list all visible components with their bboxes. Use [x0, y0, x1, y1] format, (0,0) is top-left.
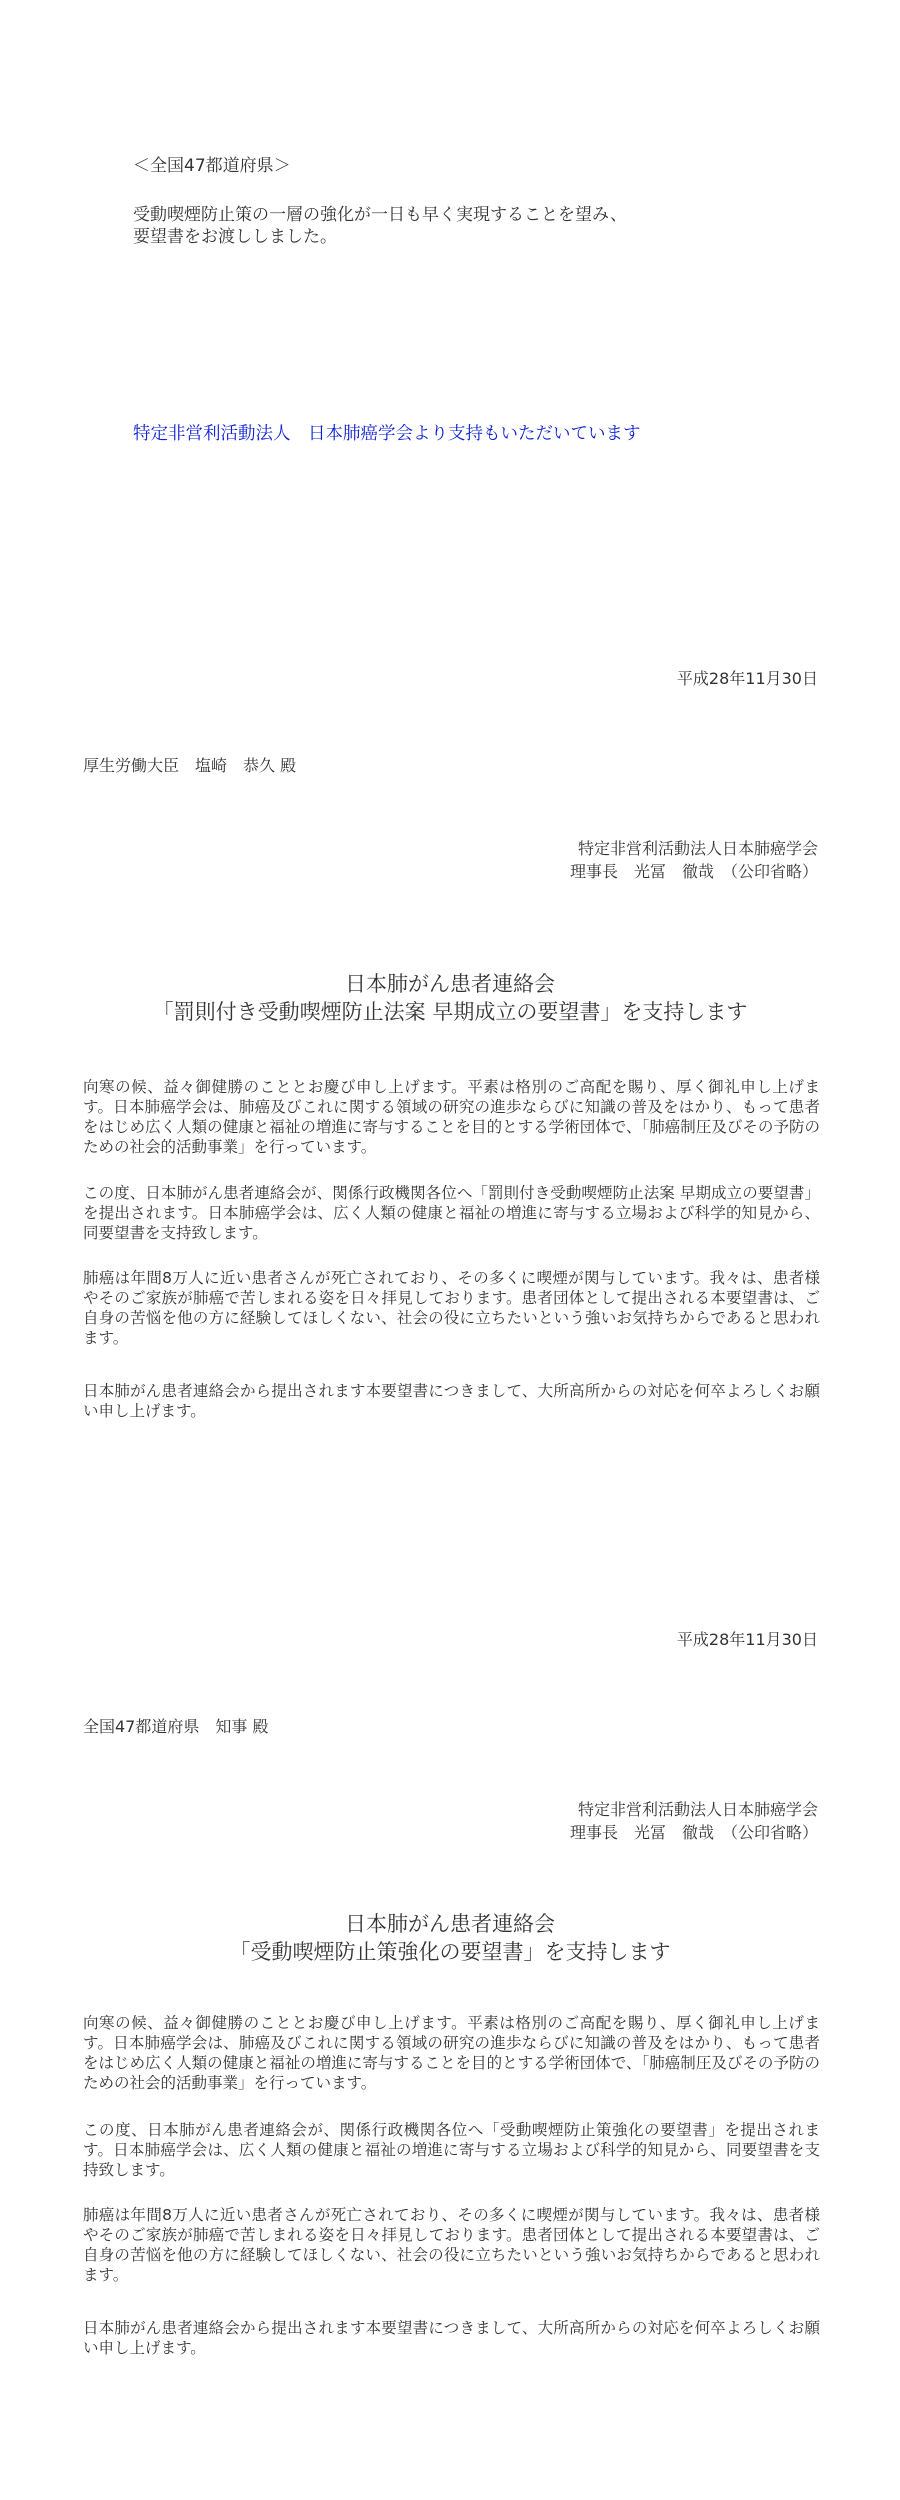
letter-date: 平成28年11月30日 [676, 669, 818, 688]
letter-addressee: 厚生労働大臣 塩崎 恭久 殿 [83, 756, 297, 775]
sender-name: 理事長 光冨 徹哉 （公印省略） [569, 862, 818, 881]
sender-name: 理事長 光冨 徹哉 （公印省略） [569, 1823, 818, 1842]
intro-line-1: 受動喫煙防止策の一層の強化が一日も早く実現することを望み、 [133, 205, 628, 225]
intro-line-2: 要望書をお渡ししました。 [133, 227, 337, 247]
letter-title-line-2: 「罰則付き受動喫煙防止法案 早期成立の要望書」を支持します [152, 1000, 748, 1024]
letter-paragraph: 日本肺がん患者連絡会から提出されます本要望書につきまして、大所高所からの対応を何卒よろしくお願い申し上げます。 [83, 2319, 820, 2357]
letter-title-line-2: 「受動喫煙防止策強化の要望書」を支持します [229, 1940, 671, 1964]
letter-paragraph: 向寒の候、益々御健勝のこととお慶び申し上げます。平素は格別のご高配を賜り、厚く御礼申し上げます。日本肺癌学会は、肺癌及びこれに関する領域の研究の進歩ならびに知識の普及をはかり、もって患者をはじめ広く人類の健康と福祉の増進に寄与することを目的とする学術団体で、「肺癌制圧及びその予防のための社会的活動事業」を行っています。 [83, 1078, 820, 1156]
letter-paragraph: 日本肺がん患者連絡会から提出されます本要望書につきまして、大所高所からの対応を何卒よろしくお願い申し上げます。 [83, 1382, 820, 1420]
letter-paragraph: 肺癌は年間8万人に近い患者さんが死亡されており、その多くに喫煙が関与しています。我々は、患者様やそのご家族が肺癌で苦しまれる姿を日々拝見しております。患者団体として提出される本要望書は、ご自身の苦悩を他の方に経験してほしくない、社会の役に立ちたいという強いお気持ちからであると思われます。 [83, 2206, 820, 2284]
letter-paragraph: 肺癌は年間8万人に近い患者さんが死亡されており、その多くに喫煙が関与しています。我々は、患者様やそのご家族が肺癌で苦しまれる姿を日々拝見しております。患者団体として提出される本要望書は、ご自身の苦悩を他の方に経験してほしくない、社会の役に立ちたいという強いお気持ちからであると思われます。 [83, 1269, 820, 1347]
letter-title-line-1: 日本肺がん患者連絡会 [345, 972, 555, 996]
sender-org: 特定非営利活動法人日本肺癌学会 [577, 1800, 818, 1819]
intro-heading: ＜全国47都道府県＞ [133, 156, 291, 176]
letter-paragraph: 向寒の候、益々御健勝のこととお慶び申し上げます。平素は格別のご高配を賜り、厚く御礼申し上げます。日本肺癌学会は、肺癌及びこれに関する領域の研究の進歩ならびに知識の普及をはかり、もって患者をはじめ広く人類の健康と福祉の増進に寄与することを目的とする学術団体で、「肺癌制圧及びその予防のための社会的活動事業」を行っています。 [83, 2014, 820, 2092]
letter-addressee: 全国47都道府県 知事 殿 [83, 1717, 269, 1736]
letter-title-line-1: 日本肺がん患者連絡会 [345, 1912, 555, 1936]
sender-org: 特定非営利活動法人日本肺癌学会 [577, 839, 818, 858]
letter-paragraph: この度、日本肺がん患者連絡会が、関係行政機関各位へ「罰則付き受動喫煙防止法案 早期成立の要望書」を提出されます。日本肺癌学会は、広く人類の健康と福祉の増進に寄与する立場および科学的知見から、同要望書を支持致します。 [83, 1184, 820, 1242]
support-note: 特定非営利活動法人 日本肺癌学会より支持もいただいています [133, 424, 641, 444]
letter-date: 平成28年11月30日 [676, 1630, 818, 1649]
letter-paragraph: この度、日本肺がん患者連絡会が、関係行政機関各位へ「受動喫煙防止策強化の要望書」を提出されます。日本肺癌学会は、広く人類の健康と福祉の増進に寄与する立場および科学的知見から、同要望書を支持致します。 [83, 2121, 820, 2179]
